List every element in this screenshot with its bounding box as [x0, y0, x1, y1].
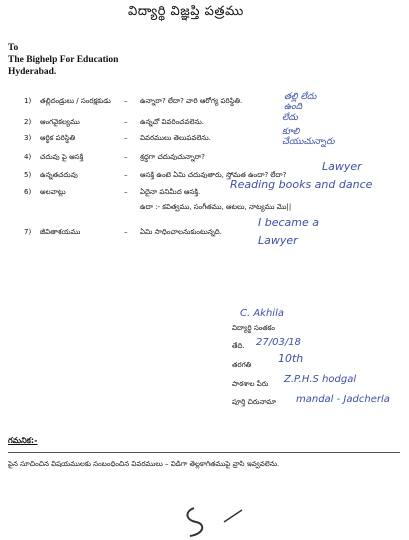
answer-5: Lawyer	[322, 160, 362, 173]
row-2-number: 2)	[24, 118, 32, 126]
row-2-question: ఉన్నచో వివరించవలెను.	[140, 118, 204, 126]
row-4-question: శ్రద్ధగా చదువుచున్నారా?	[140, 153, 205, 161]
row-4-number: 4)	[24, 153, 32, 161]
row-7-number: 7)	[24, 228, 32, 236]
row-1-question: ఉన్నారా? లేదా? వారి ఆరోగ్య పరిస్థితి.	[140, 97, 243, 105]
answer-1: తల్లి లేదు ఉంది	[284, 92, 317, 112]
row-5-question: ఆసక్తి ఉంటె ఏమి చదువుతారు, స్తోమత ఉందా? లేదా?	[140, 171, 287, 179]
row-6-number: 6)	[24, 188, 32, 196]
note-heading: గమనిక:-	[8, 436, 38, 445]
row-6-label: అలవాట్లు	[40, 188, 66, 196]
row-7-dash: –	[124, 228, 128, 236]
row-4-dash: –	[124, 153, 128, 161]
row-3-label: ఆర్థిక పరిస్థితి	[40, 134, 76, 142]
form-title: విద్యార్థి విజ్ఞప్తి పత్రము	[128, 4, 244, 19]
to-line: To	[8, 43, 19, 53]
row-5-dash: –	[124, 171, 128, 179]
class-value: 10th	[278, 352, 304, 365]
signature-label: విద్యార్థి సంతకం	[232, 324, 275, 332]
school-value: Z.P.H.S hodgal	[284, 374, 357, 385]
answer-2: లేదు	[282, 113, 298, 123]
row-2-label: ఆంగవైకల్యము	[40, 118, 80, 126]
address-label: పూర్తి చిరునామా	[232, 398, 277, 406]
date-label: తేది.	[232, 342, 245, 350]
row-2-dash: –	[124, 118, 128, 126]
row-4-label: చదువు పై ఆసక్తి	[40, 153, 84, 161]
school-label: పాఠశాల పేరు	[232, 380, 269, 388]
answer-3: కూలి చేయుచున్నారు	[282, 127, 335, 147]
row-7-label: జీవితాశయము	[40, 228, 81, 236]
answer-6: Reading books and dance	[230, 178, 373, 191]
row-3-question: వివరములు తెలుపవలెను.	[140, 134, 211, 142]
answer-7: I became a Lawyer	[258, 216, 319, 247]
row-6-dash: –	[124, 188, 128, 196]
row-6-question: ఏదైనా పనిమీద ఆసక్తి.	[140, 188, 201, 196]
row-6-example: ఉదా :- కవిత్వము, సంగీతము, ఆటలు, నాట్యము మొ||	[140, 203, 292, 211]
row-3-dash: –	[124, 134, 128, 142]
row-1-number: 1)	[24, 97, 32, 105]
row-1-dash: –	[124, 97, 128, 105]
row-3-number: 3)	[24, 134, 32, 142]
note-text: పైన సూచించిన విషయములకు సంబంధించిన వివరములు – విడిగా తెల్లకాగితముపై వ్రాసి ఇవ్వవలెను.	[8, 460, 280, 468]
date-value: 27/03/18	[256, 337, 301, 348]
row-1-label: తల్లిదండ్రులు / సంరక్షకుడు	[40, 97, 111, 105]
student-signature: C. Akhila	[240, 308, 284, 319]
row-5-label: ఉన్నతచదువు	[40, 171, 78, 179]
organization-city: Hyderabad.	[8, 67, 57, 77]
row-5-number: 5)	[24, 171, 32, 179]
row-7-question: ఏమి సాధించాలనుకుంటున్నది.	[140, 228, 222, 236]
pen-scribble-mark	[178, 502, 248, 538]
address-value: mandal - Jadcherla	[296, 394, 390, 405]
organization-name: The Bighelp For Education	[8, 55, 119, 65]
address-block	[8, 42, 118, 78]
class-label: తరగతి	[232, 361, 252, 369]
divider	[8, 452, 400, 453]
